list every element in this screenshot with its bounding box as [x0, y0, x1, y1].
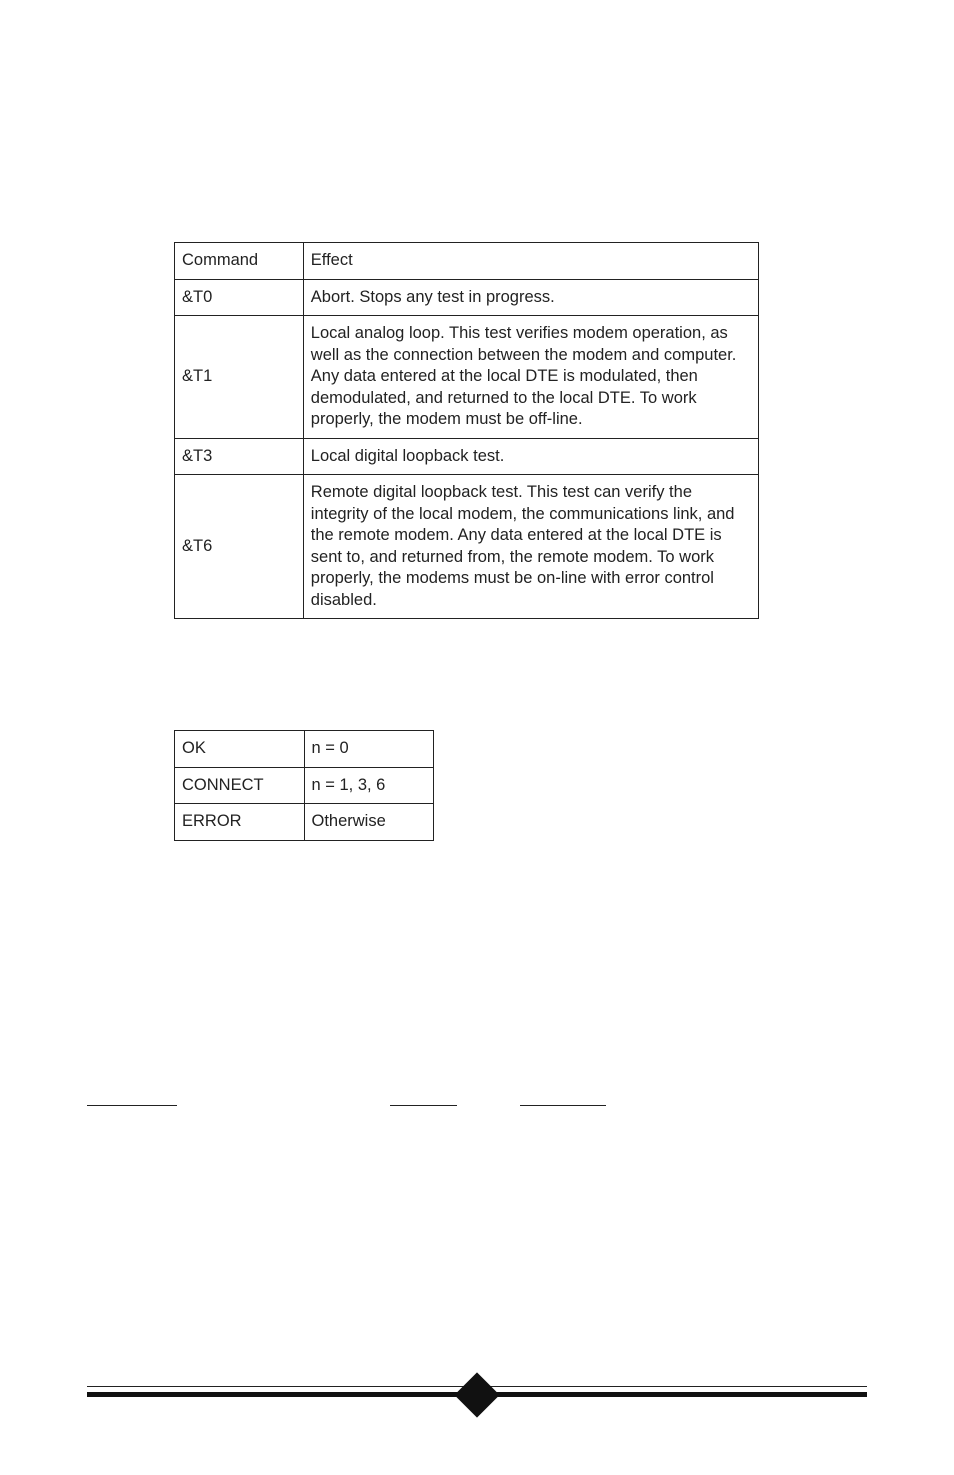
effect-cell: Local digital loopback test.	[303, 438, 758, 475]
result-code-cell: OK	[175, 731, 305, 768]
result-code-cell: CONNECT	[175, 767, 305, 804]
effect-cell: Abort. Stops any test in progress.	[303, 279, 758, 316]
command-cell: &T1	[175, 316, 304, 439]
table-row	[175, 767, 434, 804]
result-code-cell: ERROR	[175, 804, 305, 841]
table-row	[175, 731, 434, 768]
command-cell: &T3	[175, 438, 304, 475]
table-header-row	[175, 243, 759, 280]
underline-rule	[520, 1105, 606, 1106]
header-effect: Effect	[303, 243, 758, 280]
table-row	[175, 804, 434, 841]
result-code-table	[174, 730, 434, 841]
effect-cell: Local analog loop. This test verifies modem operation, as well as the connection between the modem and computer. Any data entered at the local DTE is modulated, then demodulated, and returned to the local DTE. To work properly, the modem must be off-line.	[303, 316, 758, 439]
table-row	[175, 475, 759, 619]
effect-cell: Remote digital loopback test. This test can verify the integrity of the local modem, the communications link, and the remote modem. Any data entered at the local DTE is sent to, and returned from, the remote modem. To work properly, the modems must be on-line with error control disabled.	[303, 475, 758, 619]
table-row	[175, 438, 759, 475]
condition-cell: n = 0	[304, 731, 434, 768]
header-command: Command	[175, 243, 304, 280]
condition-cell: Otherwise	[304, 804, 434, 841]
condition-cell: n = 1, 3, 6	[304, 767, 434, 804]
footer-diamond-ornament	[454, 1372, 499, 1417]
command-cell: &T0	[175, 279, 304, 316]
table-row	[175, 279, 759, 316]
test-command-table	[174, 242, 759, 619]
underline-rule	[390, 1105, 457, 1106]
underline-rule	[87, 1105, 177, 1106]
table-row	[175, 316, 759, 439]
command-cell: &T6	[175, 475, 304, 619]
